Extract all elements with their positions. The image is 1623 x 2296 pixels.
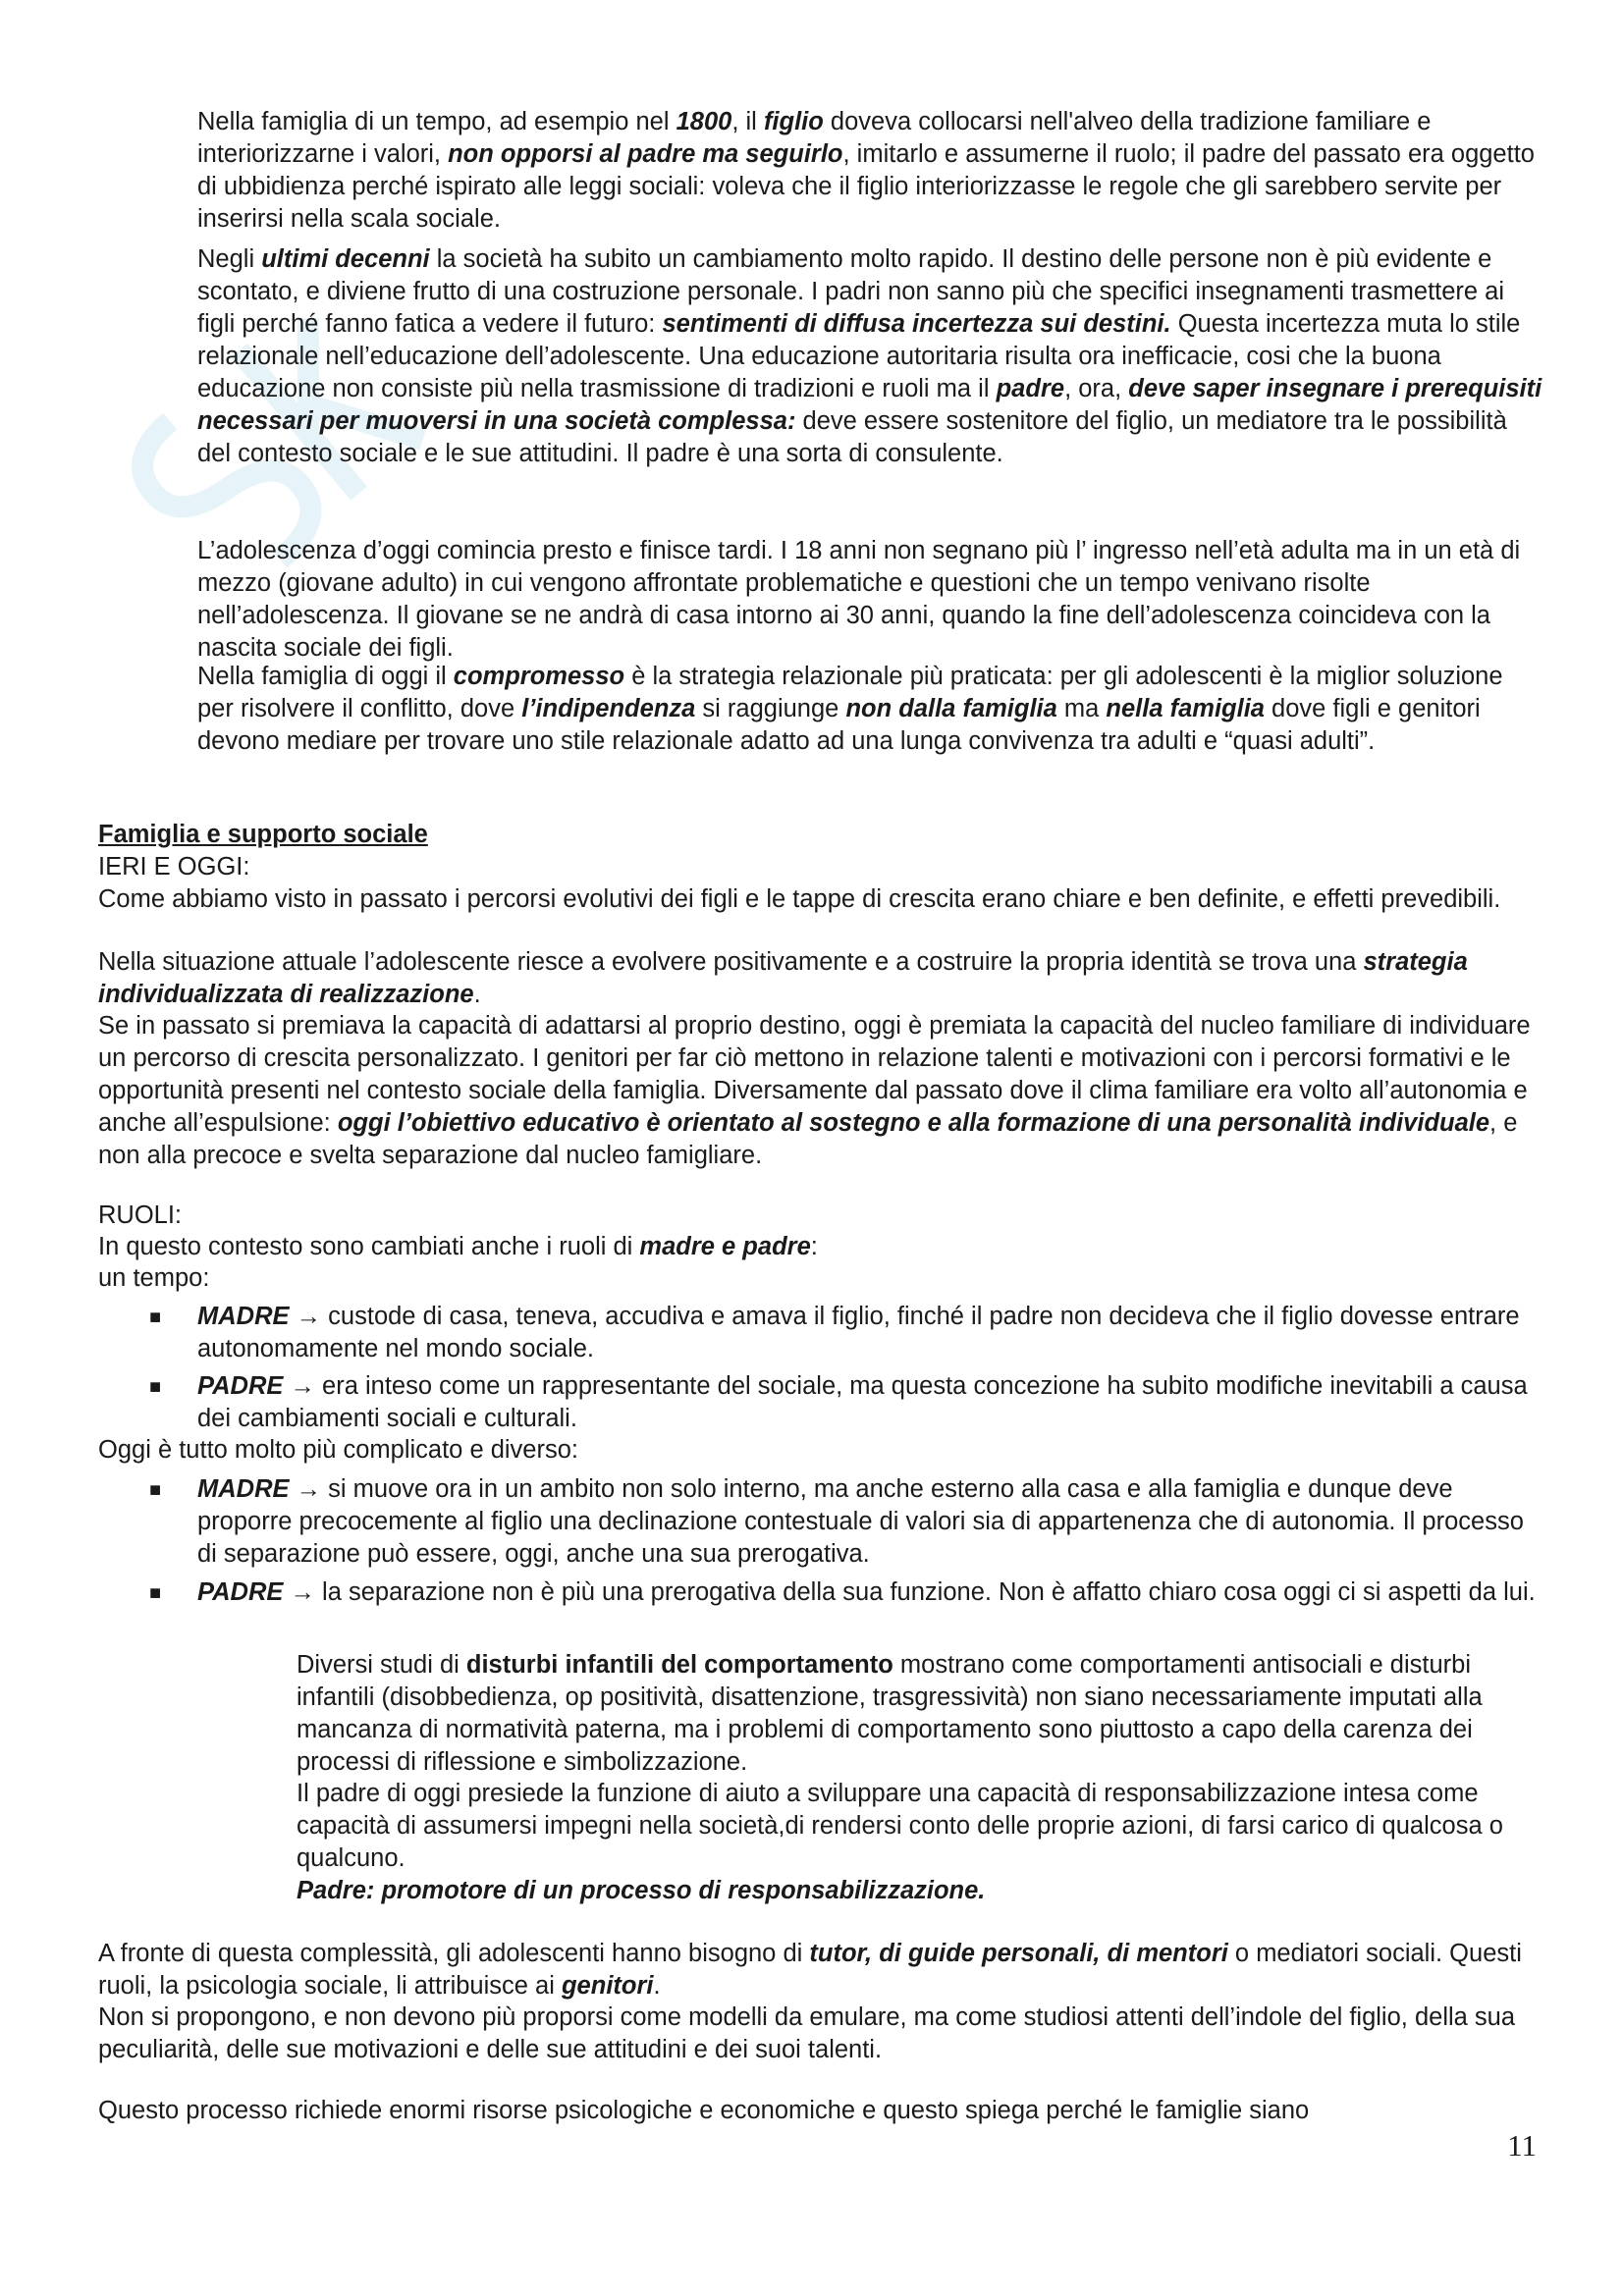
- list-item-madre-present: MADRE → si muove ora in un ambito non solo interno, ma anche esterno alla casa e alla famiglia e dunque deve proporre precocemente al figlio una declinazione contestuale di valori sia di appartenenza che di autonomia. Il processo di separazione può essere, oggi, anche una sua prerogativa.: [197, 1475, 1524, 1568]
- list-bullet: ■: [149, 1582, 162, 1604]
- paragraph-capacita-adattarsi: Se in passato si premiava la capacità di adattarsi al proprio destino, oggi è premiata la capacità del nucleo familiare di individuare un percorso di crescita personalizzato. I genitori per far ciò mettono in relazione talenti e motivazioni con i percorsi formativi e le opportunità presenti nel contesto sociale della famiglia. Diversamente dal passato dove il clima familiare era volto all’autonomia e anche all’espulsione: oggi l’obiettivo educativo è orientato al sostegno e alla formazione di una personalità individuale, e non alla precoce e svelta separazione dal nucleo famigliare.: [98, 1012, 1531, 1169]
- paragraph-questo-processo: Questo processo richiede enormi risorse psicologiche e economiche e questo spiega perché le famiglie siano: [98, 2097, 1310, 2124]
- paragraph-padre-promotore: Padre: promotore di un processo di responsabilizzazione.: [297, 1877, 986, 1904]
- label-oggi-intro: Oggi è tutto molto più complicato e diverso:: [98, 1436, 578, 1464]
- paragraph-1800: Nella famiglia di un tempo, ad esempio nel 1800, il figlio doveva collocarsi nell'alveo della tradizione familiare e interiorizzarne i valori, non opporsi al padre ma seguirlo, imitarlo e assumerne il ruolo; il padre del passato era oggetto di ubbidienza perché ispirato alle leggi sociali: voleva che il figlio interiorizzasse le regole che gli sarebbero servite per inserirsi nella scala sociale.: [197, 108, 1535, 233]
- paragraph-compromesso: Nella famiglia di oggi il compromesso è la strategia relazionale più praticata: per gli adolescenti è la miglior soluzione per risolvere il conflitto, dove l’indipendenza si raggiunge non dalla famiglia ma nella famiglia dove figli e genitori devono mediare per trovare uno stile relazionale adatto ad una lunga convivenza tra adulti e “quasi adulti”.: [197, 663, 1503, 755]
- list-item-padre-past: PADRE → era inteso come un rappresentante del sociale, ma questa concezione ha subito modifiche inevitabili a causa dei cambiamenti sociali e culturali.: [197, 1372, 1528, 1432]
- paragraph-non-si-propongono: Non si propongono, e non devono più proporsi come modelli da emulare, ma come studiosi attenti dell’indole del figlio, della sua peculiarità, delle sue motivazioni e delle sue attitudini e dei suoi talenti.: [98, 2003, 1516, 2063]
- label-un-tempo: un tempo:: [98, 1264, 210, 1292]
- list-item-madre-past: MADRE → custode di casa, teneva, accudiva e amava il figlio, finché il padre non decideva che il figlio dovesse entrare autonomamente nel mondo sociale.: [197, 1303, 1520, 1362]
- paragraph-percorsi-evolutivi: Come abbiamo visto in passato i percorsi evolutivi dei figli e le tappe di crescita erano chiare e ben definite, e effetti prevedibili.: [98, 885, 1501, 913]
- label-ieri-e-oggi: IERI E OGGI:: [98, 853, 250, 881]
- paragraph-ruoli-intro: In questo contesto sono cambiati anche i ruoli di madre e padre:: [98, 1233, 818, 1260]
- list-bullet: ■: [149, 1376, 162, 1398]
- list-bullet: ■: [149, 1307, 162, 1328]
- section-title: Famiglia e supporto sociale: [98, 821, 428, 848]
- paragraph-disturbi-infantili: Diversi studi di disturbi infantili del comportamento mostrano come comportamenti antisociali e disturbi infantili (disobbedienza, op positività, disattenzione, trasgressività) non siano necessariamente imputati alla mancanza di normatività paterna, ma i problemi di comportamento sono piuttosto a capo della carenza dei processi di riflessione e simbolizzazione.: [297, 1651, 1483, 1776]
- paragraph-padre-di-oggi: Il padre di oggi presiede la funzione di aiuto a sviluppare una capacità di responsabilizzazione intesa come capacità di assumersi impegni nella società,di rendersi conto delle proprie azioni, di farsi carico di qualcosa o qualcuno.: [297, 1780, 1503, 1872]
- paragraph-ultimi-decenni: Negli ultimi decenni la società ha subito un cambiamento molto rapido. Il destino delle persone non è più evidente e scontato, e diviene frutto di una costruzione personale. I padri non sanno più che specifici insegnamenti trasmettere ai figli perché fanno fatica a vedere il futuro: sentimenti di diffusa incertezza sui destini. Questa incertezza muta lo stile relazionale nell’educazione dell’adolescente. Una educazione autoritaria risulta ora inefficacie, cosi che la buona educazione non consiste più nella trasmissione di tradizioni e ruoli ma il padre, ora, deve saper insegnare i prerequisiti necessari per muoversi in una società complessa: deve essere sostenitore del figlio, un mediatore tra le possibilità del contesto sociale e le sue attitudini. Il padre è una sorta di consulente.: [197, 245, 1542, 467]
- label-ruoli: RUOLI:: [98, 1201, 183, 1229]
- list-bullet: ■: [149, 1479, 162, 1501]
- paragraph-a-fronte: A fronte di questa complessità, gli adolescenti hanno bisogno di tutor, di guide personali, di mentori o mediatori sociali. Questi ruoli, la psicologia sociale, li attribuisce ai genitori.: [98, 1940, 1522, 2000]
- paragraph-situazione-attuale: Nella situazione attuale l’adolescente riesce a evolvere positivamente e a costruire la propria identità se trova una strategia individualizzata di realizzazione.: [98, 948, 1468, 1008]
- paragraph-adolescenza: L’adolescenza d’oggi comincia presto e finisce tardi. I 18 anni non segnano più l’ ingresso nell’età adulta ma in un età di mezzo (giovane adulto) in cui vengono affrontate problematiche e questioni che un tempo venivano risolte nell’adolescenza. Il giovane se ne andrà di casa intorno ai 30 anni, quando la fine dell’adolescenza coincideva con la nascita sociale dei figli.: [197, 537, 1521, 662]
- list-item-padre-present: PADRE → la separazione non è più una prerogativa della sua funzione. Non è affatto chiaro cosa oggi ci si aspetti da lui.: [197, 1578, 1536, 1606]
- page-number: 11: [1507, 2128, 1537, 2163]
